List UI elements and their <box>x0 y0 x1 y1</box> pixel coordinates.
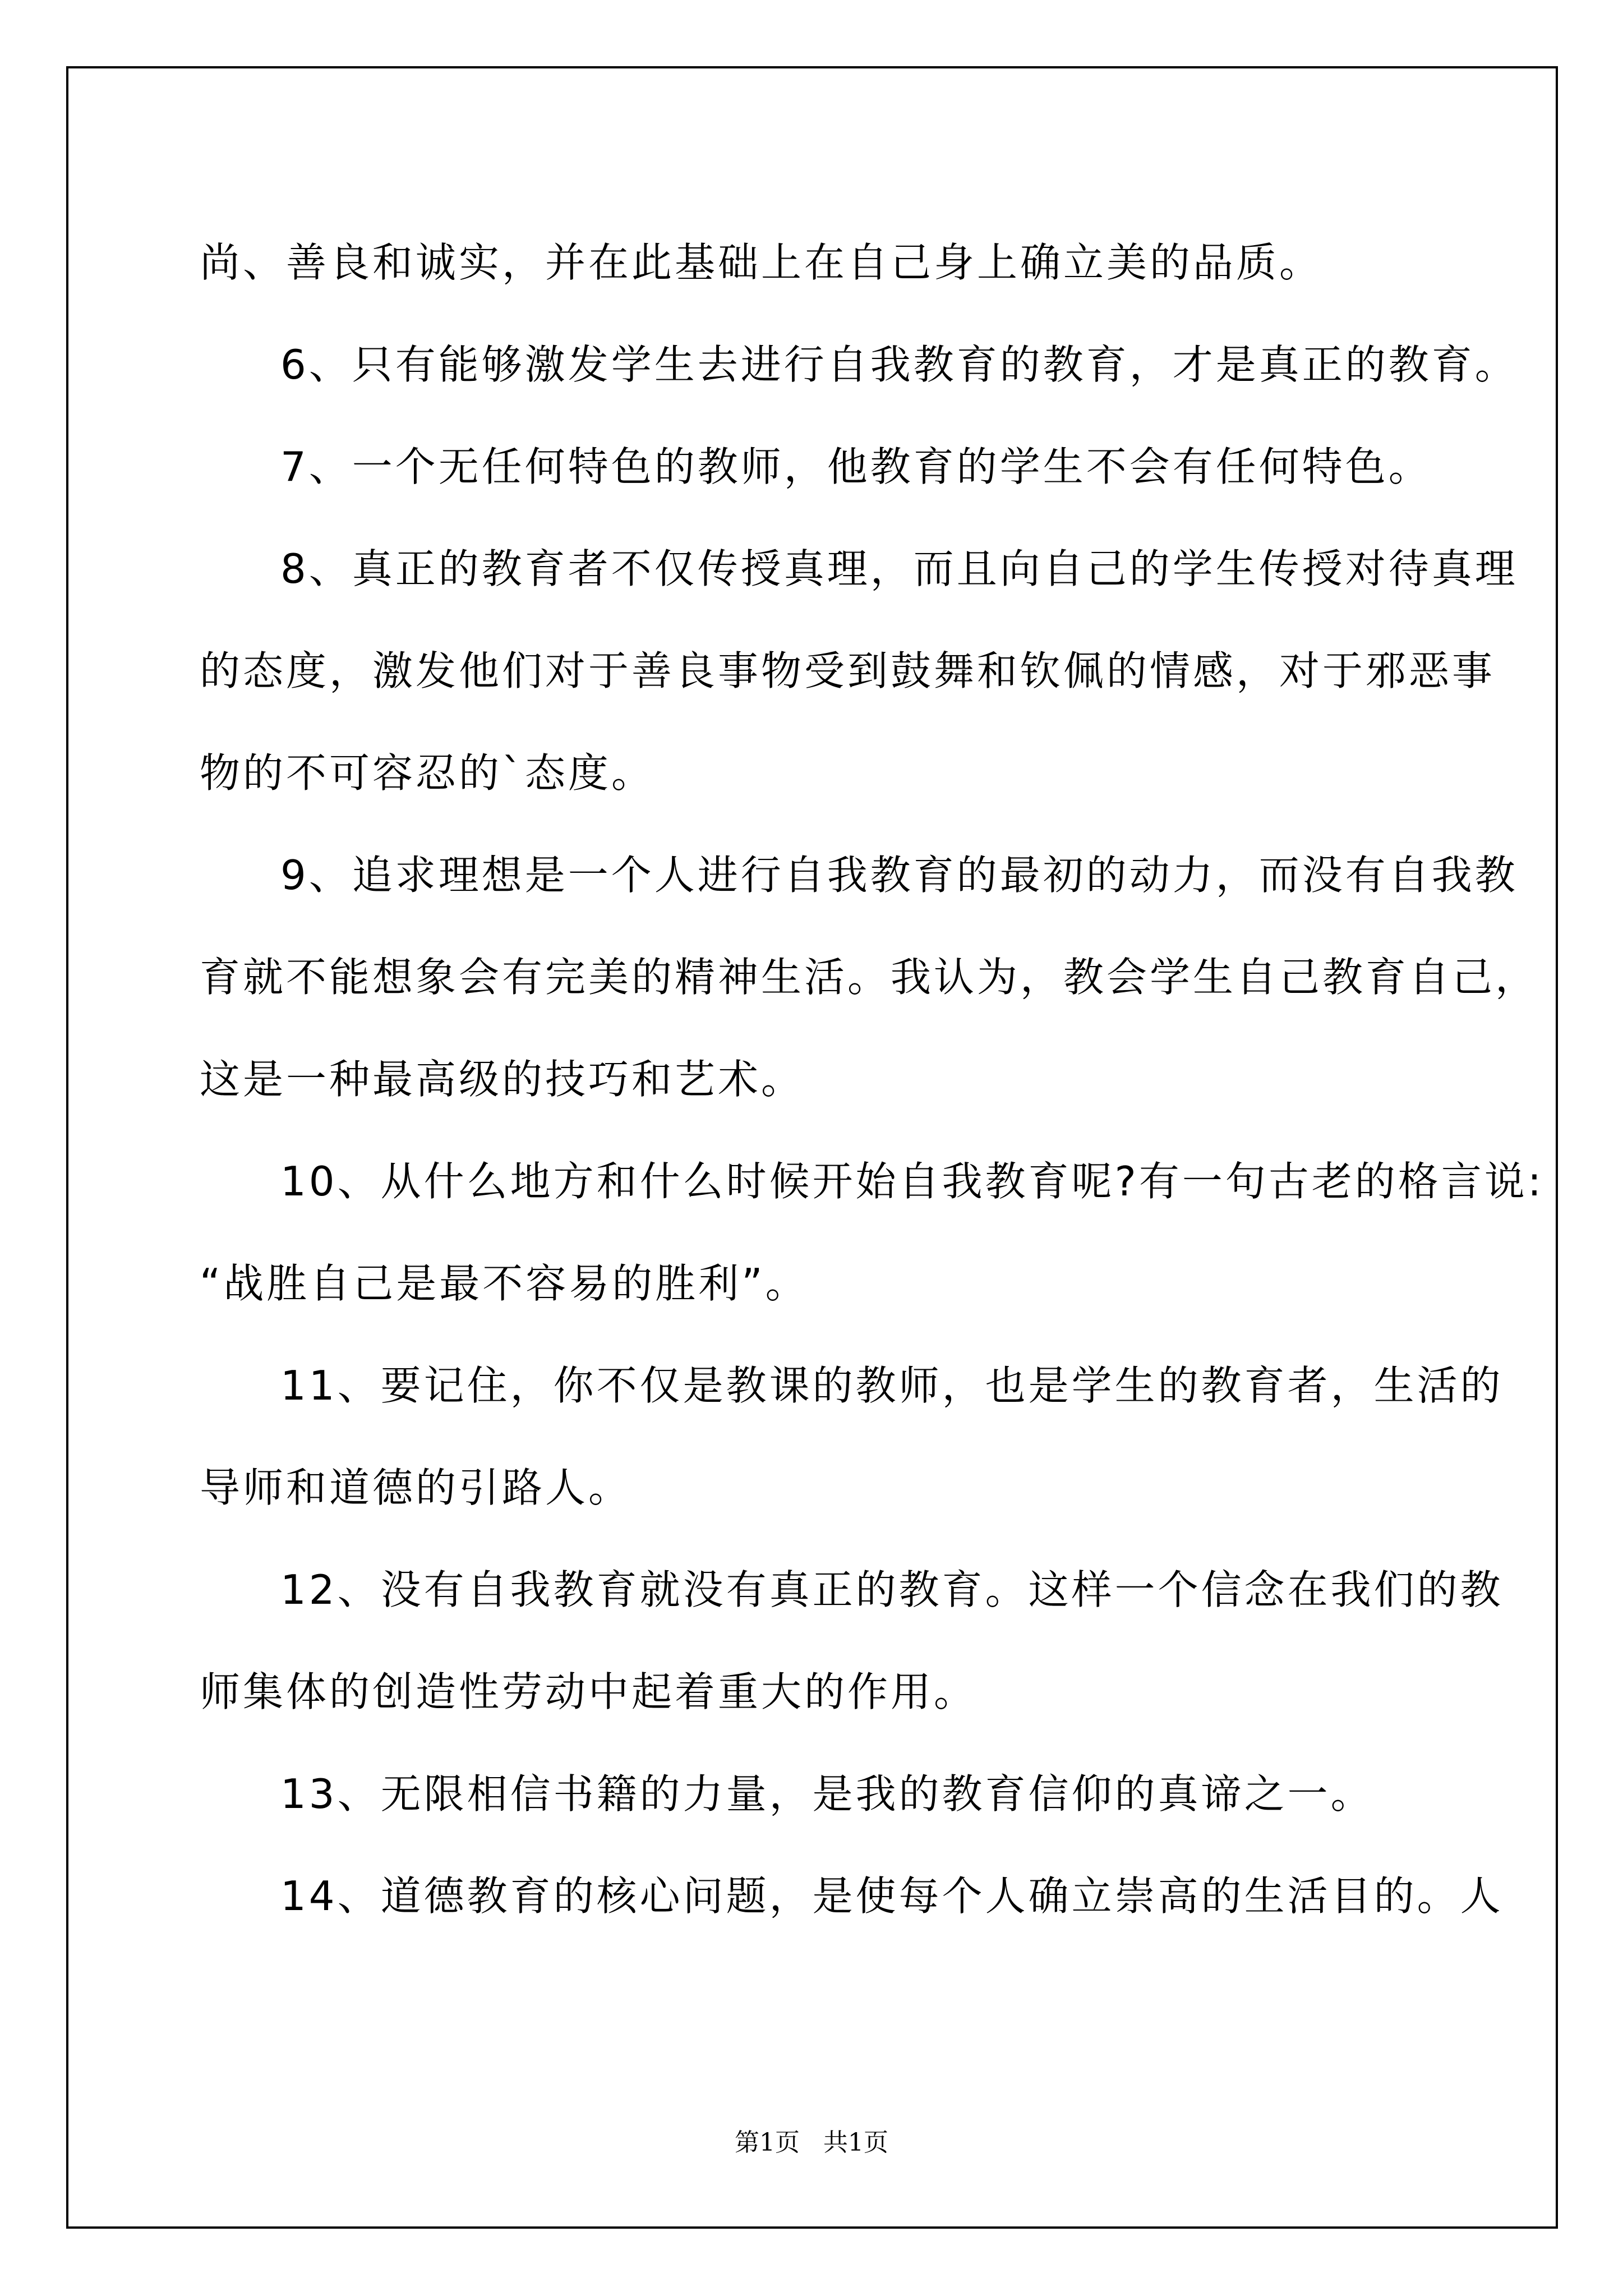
text-line: 10、从什么地方和什么时候开始自我教育呢?有一句古老的格言说: <box>280 1158 1544 1205</box>
text-line: 的态度，激发他们对于善良事物受到鼓舞和钦佩的情感，对于邪恶事 <box>200 647 1496 694</box>
text-line: 8、真正的教育者不仅传授真理，而且向自己的学生传授对待真理 <box>280 545 1518 592</box>
document-body <box>200 211 1544 1947</box>
page-number-footer: 第1页 共1页 <box>735 2128 888 2157</box>
text-line: 这是一种最高级的技巧和艺术。 <box>200 1056 805 1103</box>
text-line: 11、要记住，你不仅是教课的教师，也是学生的教育者，生活的 <box>280 1362 1504 1409</box>
text-line: 14、道德教育的核心问题，是使每个人确立崇高的生活目的。人 <box>280 1872 1504 1920</box>
text-line: 师集体的创造性劳动中起着重大的作用。 <box>200 1668 978 1715</box>
text-line: 13、无限相信书籍的力量，是我的教育信仰的真谛之一。 <box>280 1770 1374 1818</box>
text-line: 6、只有能够激发学生去进行自我教育的教育，才是真正的教育。 <box>280 341 1518 388</box>
text-line: 7、一个无任何特色的教师，他教育的学生不会有任何特色。 <box>280 443 1432 490</box>
text-line: “战胜自己是最不容易的胜利”。 <box>200 1260 809 1307</box>
text-line: 物的不可容忍的`态度。 <box>200 749 655 797</box>
text-line: 尚、善良和诚实，并在此基础上在自己身上确立美的品质。 <box>200 239 1323 286</box>
text-line: 9、追求理想是一个人进行自我教育的最初的动力，而没有自我教 <box>280 852 1518 899</box>
text-line: 12、没有自我教育就没有真正的教育。这样一个信念在我们的教 <box>280 1566 1504 1613</box>
text-line: 导师和道德的引路人。 <box>200 1464 632 1511</box>
text-line: 育就不能想象会有完美的精神生活。我认为，教会学生自己教育自己， <box>200 954 1539 1001</box>
